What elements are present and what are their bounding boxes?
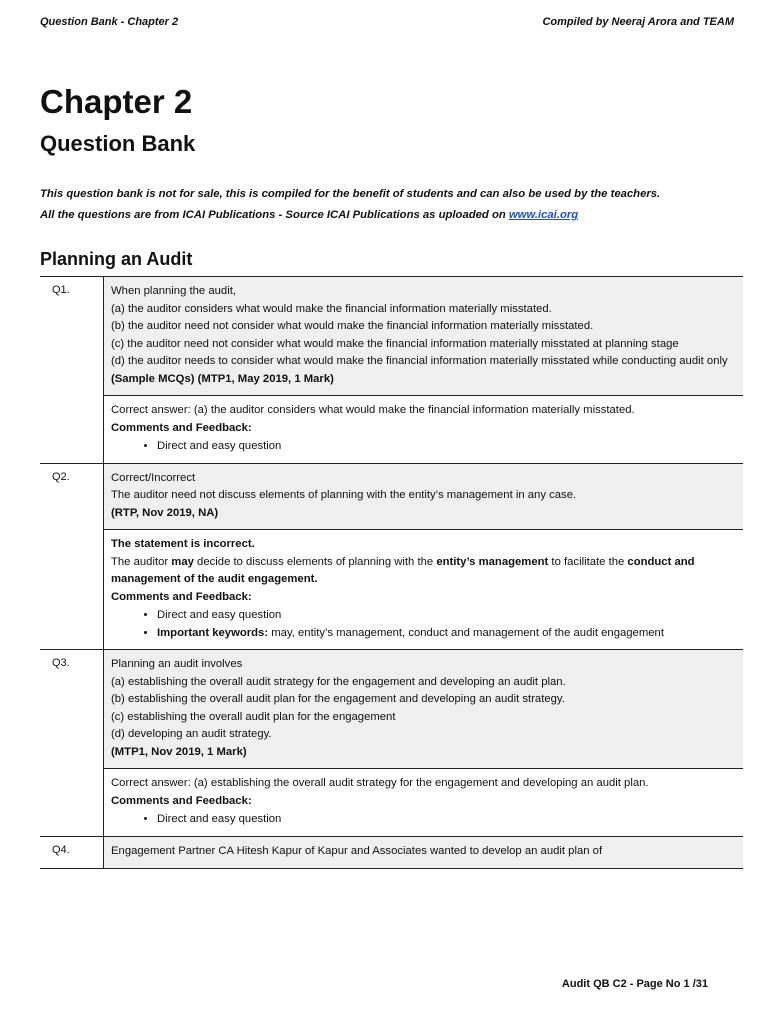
question-number: Q1. (40, 277, 104, 463)
question-cell (104, 650, 743, 768)
answer-cell (104, 395, 743, 463)
option-c: (c) the auditor need not consider what would make the financial information materially misstated at planning stage (111, 337, 679, 350)
section-title: Planning an Audit (40, 249, 193, 269)
feedback-list (111, 607, 731, 642)
question-text: When planning the audit, (111, 285, 236, 297)
question-row-3 (40, 650, 743, 837)
feedback-item: • Direct and easy question (157, 811, 731, 829)
answer-heading: The statement is incorrect. (111, 538, 255, 550)
header-right: Compiled by Neeraj Arora and TEAM (542, 16, 734, 28)
question-bank-title: Question Bank (40, 131, 196, 156)
question-row-1 (40, 277, 743, 464)
question-number: Q3. (40, 650, 104, 836)
question-source: (Sample MCQs) (MTP1, May 2019, 1 Mark) (111, 372, 334, 385)
answer-explanation: The auditor may decide to discuss elements of planning with the entity’s management to facilitate the conduct and management of the audit engagement. (111, 555, 695, 585)
correct-answer: Correct answer: (a) establishing the overall audit strategy for the engagement and developing an audit plan. (111, 777, 649, 789)
feedback-label: Comments and Feedback: (111, 590, 252, 603)
question-type: Correct/Incorrect (111, 471, 196, 484)
header-left: Question Bank - Chapter 2 (40, 16, 179, 28)
intro-text (40, 184, 750, 226)
feedback-item-keywords: • Important keywords: may, entity’s management, conduct and management of the audit engagement (157, 625, 731, 643)
page-footer: Audit QB C2 - Page No 1 /31 (561, 978, 708, 990)
chapter-title: Chapter 2 (40, 83, 193, 120)
question-text: The auditor need not discuss elements of planning with the entity’s management in any case. (111, 489, 577, 501)
question-text: Engagement Partner CA Hitesh Kapur of Kapur and Associates wanted to develop an audit plan of (111, 844, 603, 857)
option-a: (a) the auditor considers what would make the financial information materially misstated. (111, 302, 552, 315)
icai-link[interactable]: www.icai.org (508, 209, 579, 221)
question-source: (RTP, Nov 2019, NA) (111, 506, 219, 519)
feedback-list (111, 438, 731, 456)
feedback-item: • Direct and easy question (157, 438, 731, 456)
question-cell (104, 837, 743, 869)
question-cell (104, 464, 743, 530)
correct-answer: Correct answer: (a) the auditor considers what would make the financial information materially misstated. (111, 404, 635, 416)
intro-line-1: This question bank is not for sale, this is compiled for the benefit of students and can also be used by the teachers. (40, 188, 661, 200)
option-a: (a) establishing the overall audit strategy for the engagement and developing an audit plan. (111, 675, 566, 688)
question-source: (MTP1, Nov 2019, 1 Mark) (111, 745, 247, 758)
feedback-label: Comments and Feedback: (111, 794, 252, 807)
intro-line-2: All the questions are from ICAI Publications - Source ICAI Publications as uploaded on www.icai.org (40, 209, 579, 221)
question-row-2 (40, 464, 743, 651)
page-header (40, 16, 734, 32)
option-b: (b) the auditor need not consider what would make the financial information materially misstated. (111, 320, 594, 332)
question-row-4 (40, 837, 743, 870)
question-cell (104, 277, 743, 395)
option-d: (d) developing an audit strategy. (111, 728, 272, 740)
feedback-list (111, 811, 731, 829)
option-b: (b) establishing the overall audit plan for the engagement and developing an audit strategy. (111, 693, 565, 705)
answer-cell (104, 529, 743, 649)
question-number: Q4. (40, 837, 104, 869)
question-text: Planning an audit involves (111, 658, 243, 670)
feedback-item: • Direct and easy question (157, 607, 731, 625)
question-number: Q2. (40, 464, 104, 650)
option-d: (d) the auditor needs to consider what would make the financial information materially misstated while conducting audit only (111, 355, 728, 367)
answer-cell (104, 768, 743, 836)
feedback-label: Comments and Feedback: (111, 421, 252, 434)
question-table (40, 276, 743, 869)
option-c: (c) establishing the overall audit plan for the engagement (111, 710, 396, 723)
